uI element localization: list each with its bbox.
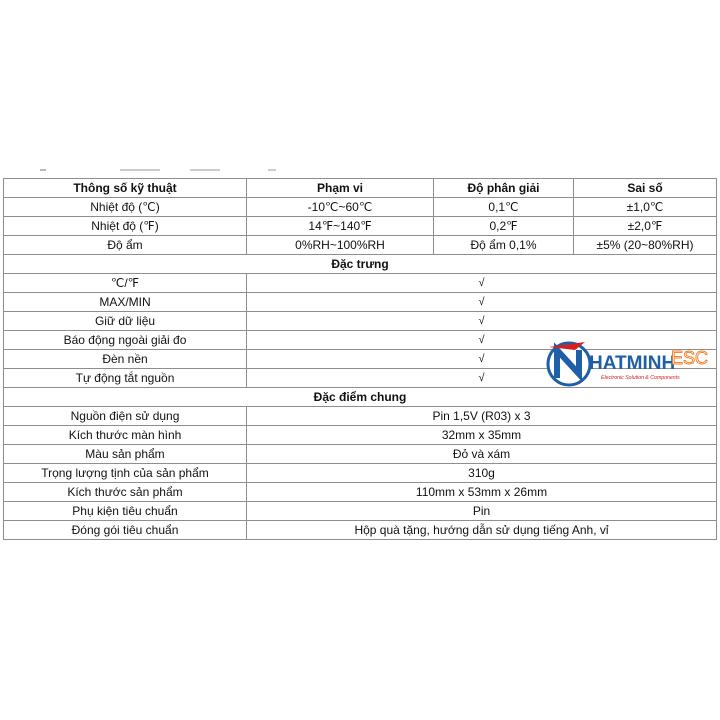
- spec-name: Nhiệt độ (℃): [4, 198, 247, 217]
- logo-tagline: Electronic Solution & Components: [601, 375, 680, 381]
- table-row: [4, 407, 717, 426]
- table-row: [4, 521, 717, 540]
- general-name: Kích thước sản phẩm: [4, 483, 247, 502]
- logo-brand-text: HATMINH: [589, 353, 676, 374]
- spec-range: -10℃~60℃: [247, 198, 434, 217]
- feature-check: √: [247, 274, 717, 293]
- feature-name: Tự động tắt nguồn: [4, 369, 247, 388]
- table-row: [4, 502, 717, 521]
- spec-resolution: Độ ẩm 0,1%: [434, 236, 574, 255]
- general-value: 32mm x 35mm: [247, 426, 717, 445]
- table-row: [4, 217, 717, 236]
- table-row: [4, 483, 717, 502]
- spec-resolution: 0,2℉: [434, 217, 574, 236]
- feature-name: ℃/℉: [4, 274, 247, 293]
- general-name: Đóng gói tiêu chuẩn: [4, 521, 247, 540]
- table-row: [4, 426, 717, 445]
- table-row: [4, 312, 717, 331]
- general-value: 310g: [247, 464, 717, 483]
- table-row: [4, 293, 717, 312]
- spec-range: 0%RH~100%RH: [247, 236, 434, 255]
- table-row: [4, 236, 717, 255]
- header-range: Phạm vi: [247, 179, 434, 198]
- table-row: [4, 198, 717, 217]
- section-title: Đặc điểm chung: [4, 388, 717, 407]
- table-row: [4, 464, 717, 483]
- general-value: 110mm x 53mm x 26mm: [247, 483, 717, 502]
- general-name: Nguồn điện sử dụng: [4, 407, 247, 426]
- general-name: Màu sản phẩm: [4, 445, 247, 464]
- header-resolution: Độ phân giải: [434, 179, 574, 198]
- feature-check: √: [247, 369, 717, 388]
- general-value: Pin: [247, 502, 717, 521]
- table-row: [4, 274, 717, 293]
- spec-name: Độ ẩm: [4, 236, 247, 255]
- section-title: Đặc trưng: [4, 255, 717, 274]
- spec-range: 14℉~140℉: [247, 217, 434, 236]
- header-spec: Thông số kỹ thuật: [4, 179, 247, 198]
- logo-suffix-text: ESC: [671, 348, 709, 368]
- section-row-features: [4, 255, 717, 274]
- spec-name: Nhiệt độ (℉): [4, 217, 247, 236]
- general-name: Trọng lượng tịnh của sản phẩm: [4, 464, 247, 483]
- general-value: Hộp quà tặng, hướng dẫn sử dụng tiếng Anh, vỉ: [247, 521, 717, 540]
- faded-heading-remnant: [40, 168, 290, 172]
- section-row-general: [4, 388, 717, 407]
- spec-accuracy: ±5% (20~80%RH): [574, 236, 717, 255]
- header-accuracy: Sai số: [574, 179, 717, 198]
- general-value: Đỏ và xám: [247, 445, 717, 464]
- general-value: Pin 1,5V (R03) x 3: [247, 407, 717, 426]
- table-row: [4, 445, 717, 464]
- feature-name: MAX/MIN: [4, 293, 247, 312]
- spec-resolution: 0,1℃: [434, 198, 574, 217]
- table-header-row: [4, 179, 717, 198]
- feature-check: √: [247, 293, 717, 312]
- spec-accuracy: ±2,0℉: [574, 217, 717, 236]
- nhatminh-esc-logo: [545, 338, 715, 390]
- feature-name: Báo động ngoài giải đo: [4, 331, 247, 350]
- feature-check: √: [247, 312, 717, 331]
- spec-accuracy: ±1,0℃: [574, 198, 717, 217]
- feature-name: Giữ dữ liệu: [4, 312, 247, 331]
- feature-name: Đèn nền: [4, 350, 247, 369]
- feature-check: √: [247, 331, 717, 350]
- general-name: Kích thước màn hình: [4, 426, 247, 445]
- general-name: Phụ kiện tiêu chuẩn: [4, 502, 247, 521]
- feature-check: √: [247, 350, 717, 369]
